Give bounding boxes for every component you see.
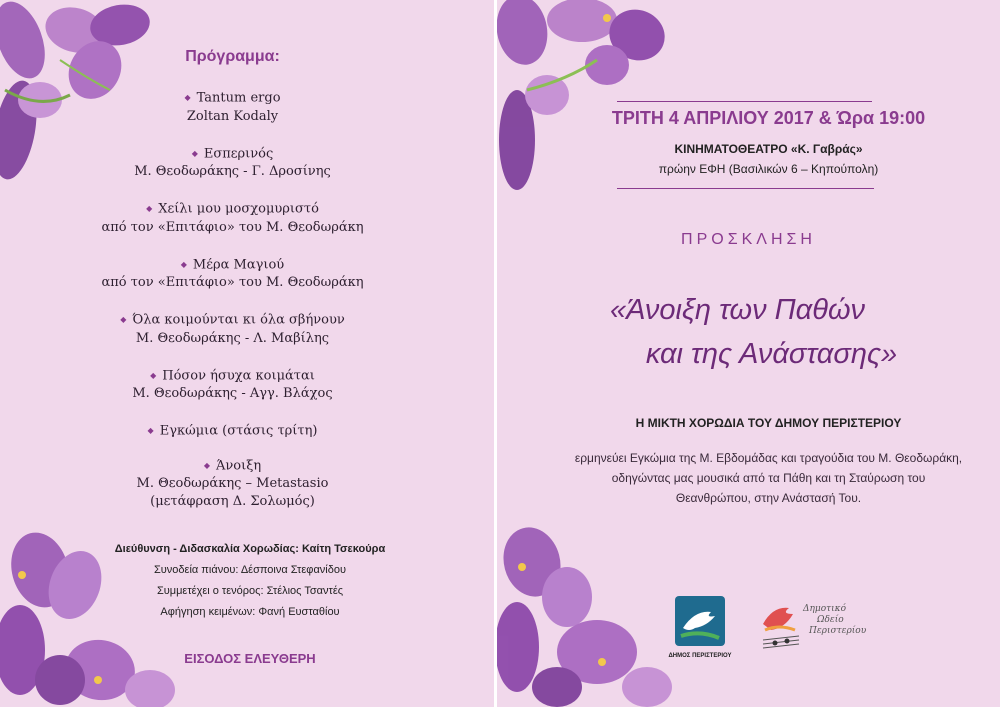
credit-narration: Αφήγηση κειμένων: Φανή Ευσταθίου: [160, 606, 340, 618]
diamond-bullet-icon: ◆: [120, 315, 127, 324]
diamond-bullet-icon: ◆: [180, 259, 187, 269]
choir-name: Η ΜΙΚΤΗ ΧΟΡΩΔΙΑ ΤΟΥ ΔΗΜΟΥ ΠΕΡΙΣΤΕΡΙΟΥ: [635, 416, 902, 430]
municipality-caption: ΔΗΜΟΣ ΠΕΡΙΣΤΕΡΙΟΥ: [668, 653, 732, 659]
diamond-bullet-icon: ◆: [147, 426, 154, 435]
event-date: ΤΡΙΤΗ 4 ΑΠΡΙΛΙΟΥ 2017 & Ώρα 19:00: [611, 108, 926, 128]
municipality-logo: [667, 596, 733, 659]
program-item: ◆ Tantum ergo Zoltan Kodaly: [184, 90, 281, 124]
event-title: «Άνοιξη των Παθών και της Ανάστασης»: [609, 294, 898, 370]
event-venue: ΚΙΝΗΜΑΤΟΘΕΑΤΡΟ «Κ. Γαβράς»: [674, 142, 863, 156]
bird-music-icon: [759, 600, 805, 658]
credits: [0, 539, 500, 623]
program-list: [0, 89, 465, 530]
diamond-bullet-icon: ◆: [184, 93, 191, 102]
program-item: ◆ Άνοιξη Μ. Θεοδωράκης – Metastasio (μετάφραση Δ. Σολωμός): [136, 458, 329, 509]
diamond-bullet-icon: ◆: [203, 460, 210, 470]
conservatory-logo: [759, 600, 874, 660]
crocus-flowers-bottom-right: [497, 527, 677, 707]
event-description: ερμηνεύει Εγκώμια της Μ. Εβδομάδας και τραγούδια του Μ. Θεοδωράκη, οδηγώντας μας μουσικά από τα Πάθη και τη Σταύρωση του Θεανθρώπου, στην Ανάστασή Του.: [574, 451, 963, 505]
program-item: ◆ Εγκώμια (στάσις τρίτη): [147, 423, 318, 439]
diamond-bullet-icon: ◆: [146, 204, 153, 213]
program-item: ◆ Όλα κοιμούνται κι όλα σβήνουν Μ. Θεοδωράκης - Λ. Μαβίλης: [120, 312, 345, 346]
event-venue-address: πρώην ΕΦΗ (Βασιλικών 6 – Κηπούπολη): [658, 162, 879, 176]
program-item: ◆ Χείλι μου μοσχομυριστό από τον «Επιτάφιο» του Μ. Θεοδωράκη: [101, 201, 364, 235]
credit-piano: Συνοδεία πιάνου: Δέσποινα Στεφανίδου: [153, 564, 347, 576]
top-rule: [617, 101, 872, 102]
diamond-bullet-icon: ◆: [191, 148, 198, 158]
program-item: ◆ Μέρα Μαγιού από τον «Επιτάφιο» του Μ. Θεοδωράκη: [101, 257, 364, 290]
program-panel: [0, 0, 495, 707]
credit-tenor: Συμμετέχει ο τενόρος: Στέλιος Τσαντές: [156, 585, 344, 597]
conservatory-name: Δημοτικό Ωδείο Περιστερίου: [803, 604, 867, 636]
free-entry: ΕΙΣΟΔΟΣ ΕΛΕΥΘΕΡΗ: [184, 651, 316, 666]
dove-icon: [675, 596, 725, 646]
invitation-panel: [497, 0, 1000, 707]
program-item: ◆ Πόσον ήσυχα κοιμάται Μ. Θεοδωράκης - Αγγ. Βλάχος: [132, 368, 333, 401]
credit-direction: Διεύθυνση - Διδασκαλία Χορωδίας: Καίτη Τσεκούρα: [114, 543, 386, 555]
diamond-bullet-icon: ◆: [150, 370, 157, 380]
bottom-rule: [617, 188, 874, 189]
program-title: Πρόγραμμα:: [185, 48, 280, 65]
invitation-heading: ΠΡΟΣΚΛΗΣΗ: [681, 231, 816, 248]
program-item: ◆ Εσπερινός Μ. Θεοδωράκης - Γ. Δροσίνης: [134, 146, 331, 179]
